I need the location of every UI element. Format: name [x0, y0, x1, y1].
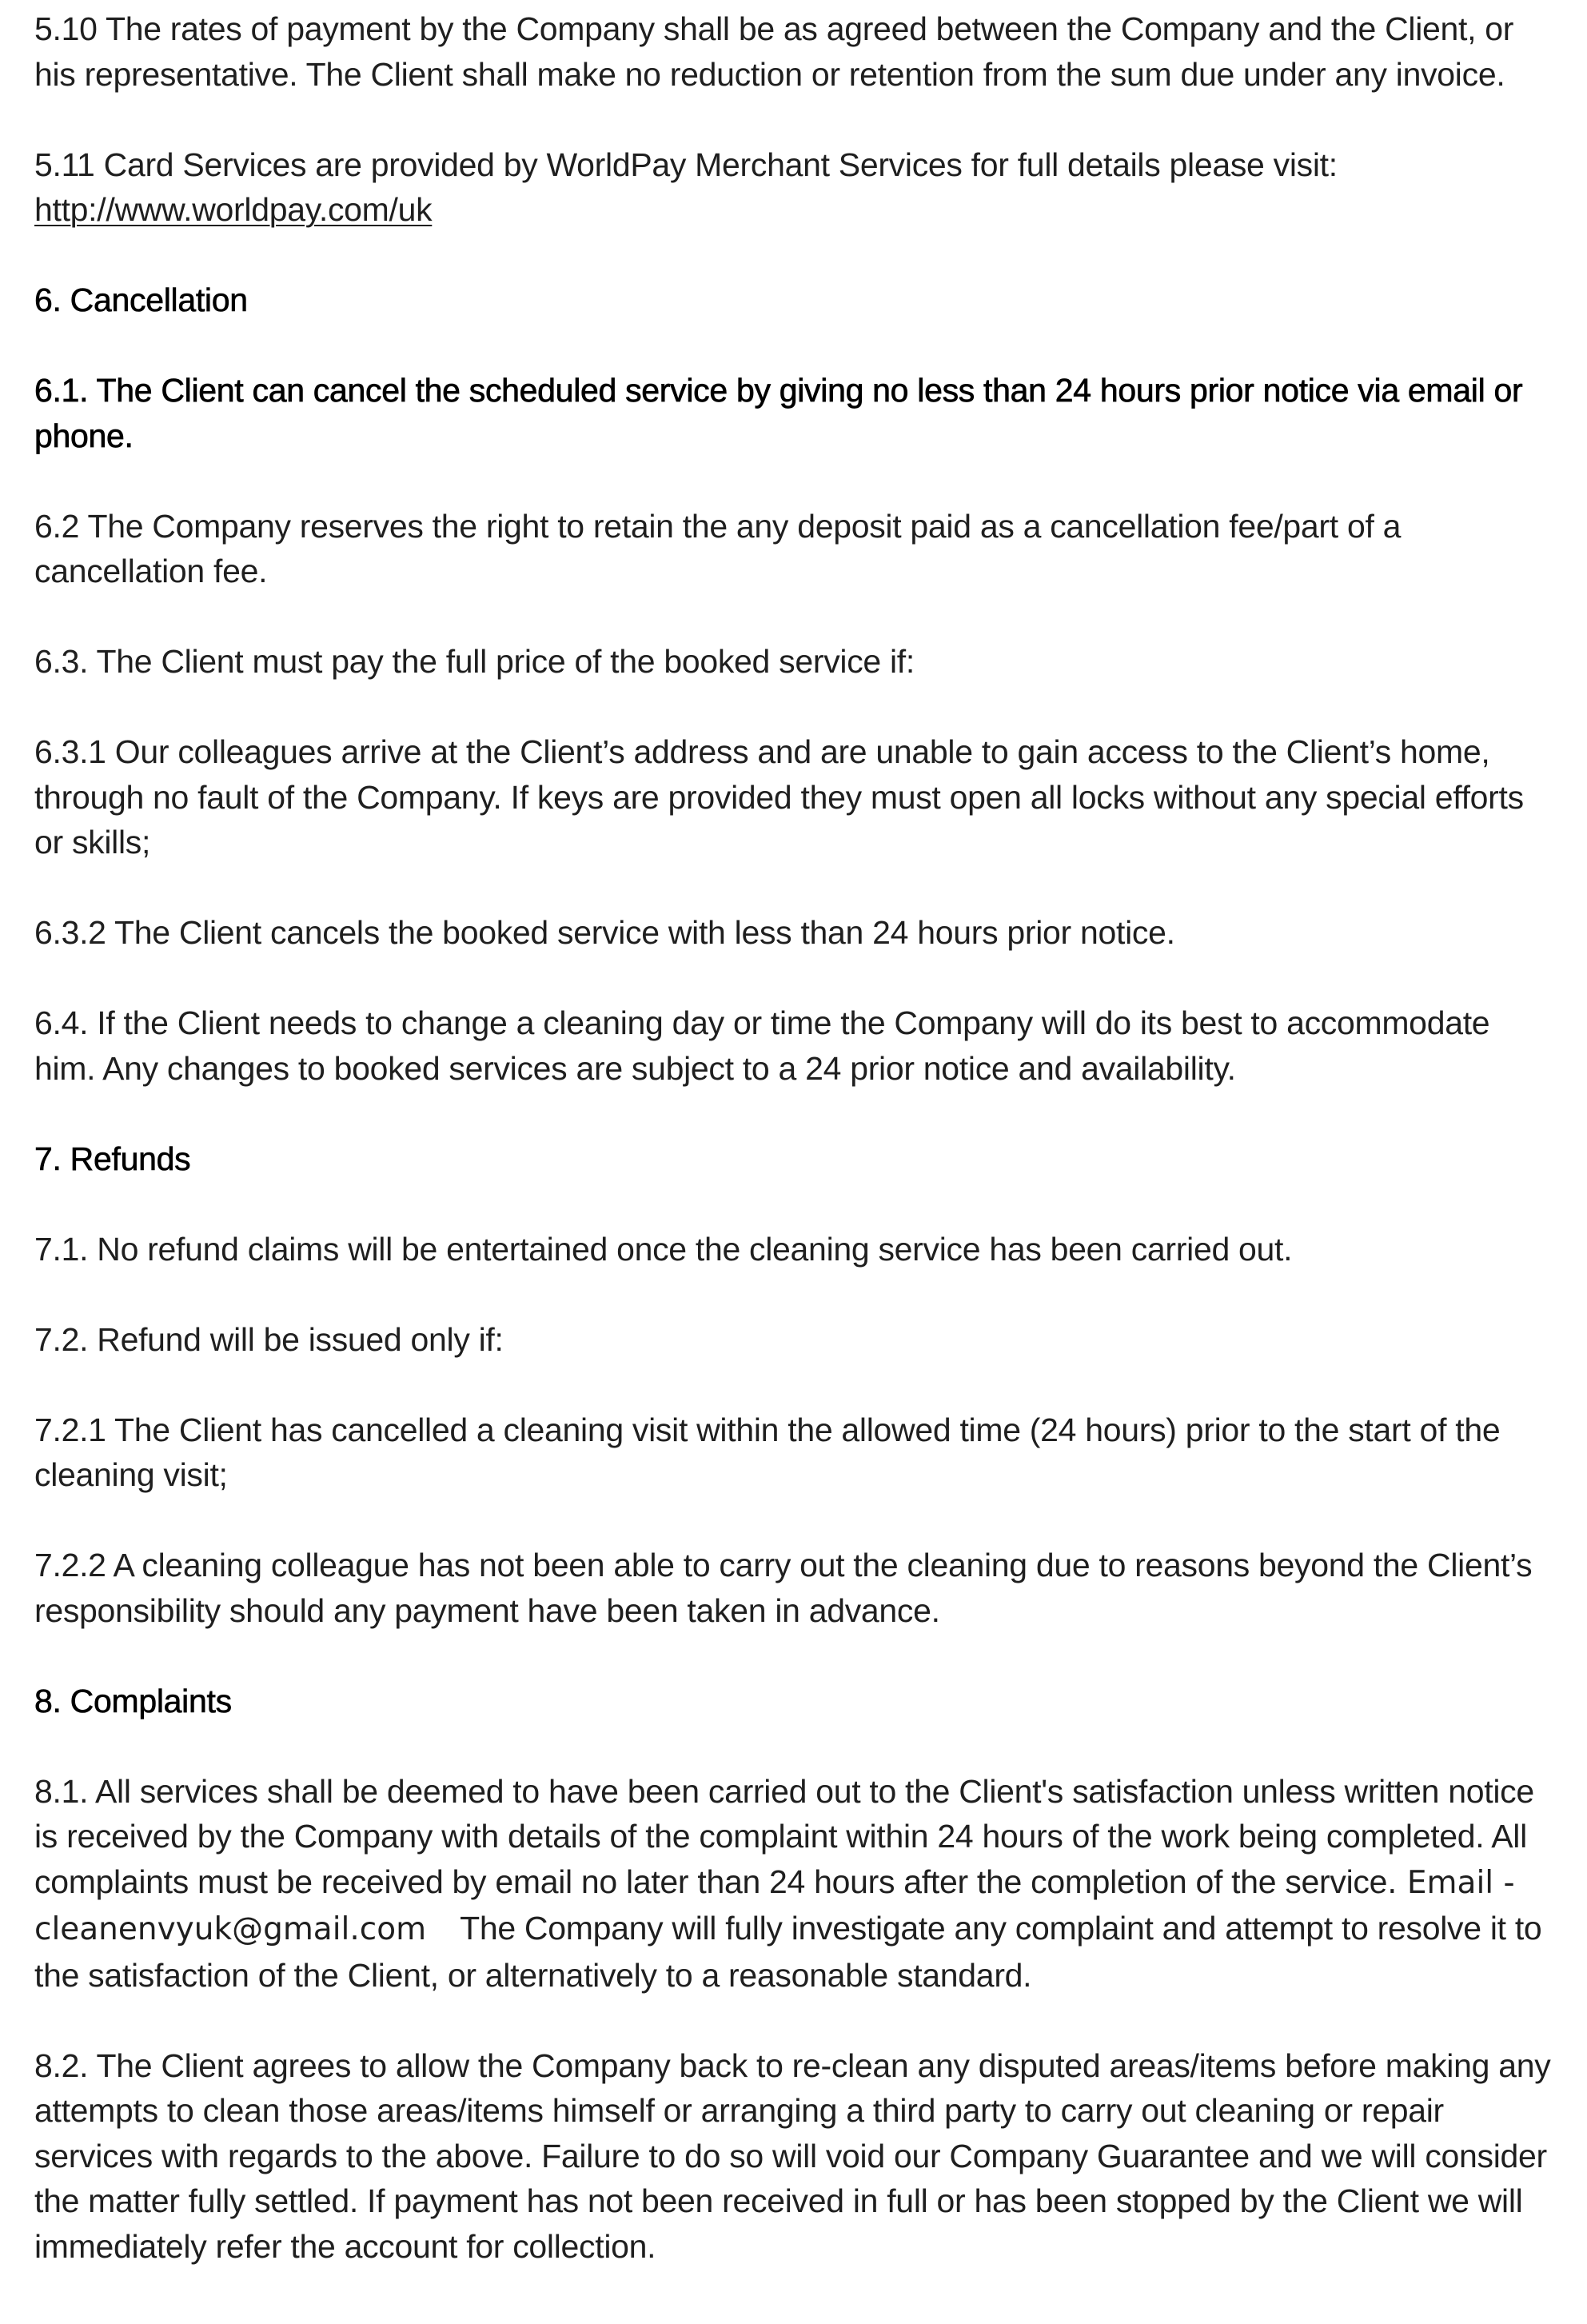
- section-heading-cancellation: 6. Cancellation: [34, 282, 248, 318]
- clause-6-3: 6.3. The Client must pay the full price of the booked service if:: [34, 643, 915, 680]
- clause-8-1-text: 8.1. All services shall be deemed to have been carried out to the Client's satisfaction unless written notice is received by the Company with details of the complaint within 24 hours of the work being completed. All complaints must be received by email no later than 24 hours after the completion of the service: [34, 1772, 1534, 1900]
- clause-7-2: 7.2. Refund will be issued only if:: [34, 1320, 504, 1358]
- clause-8-1-text-continued: The Company will fully investigate any complaint and attempt to resolve it to the satisfaction of the Client, or alternatively to a reasonable standard.: [34, 1910, 1542, 1994]
- worldpay-link[interactable]: http://www.worldpay.com/uk: [34, 191, 433, 228]
- clause-5-10: 5.10 The rates of payment by the Company shall be as agreed between the Company and the Client, or his representative. The Client shall make no reduction or retention from the sum due under any invoice.: [34, 10, 1514, 93]
- clause-5-11-text: 5.11 Card Services are provided by WorldPay Merchant Services for full details please visit:: [34, 146, 1338, 183]
- clause-6-3-2: 6.3.2 The Client cancels the booked service with less than 24 hours prior notice.: [34, 914, 1175, 951]
- clause-7-2-1: 7.2.1 The Client has cancelled a cleaning visit within the allowed time (24 hours) prior to the start of the cleaning visit;: [34, 1411, 1501, 1493]
- clause-7-2-2: 7.2.2 A cleaning colleague has not been able to carry out the cleaning due to reasons beyond the Client’s responsibility should any payment have been taken in advance.: [34, 1547, 1533, 1629]
- clause-6-1: 6.1. The Client can cancel the scheduled service by giving no less than 24 hours prior notice via email or phone.: [34, 372, 1523, 454]
- email-label: . Email -: [1387, 1864, 1515, 1901]
- section-heading-complaints: 8. Complaints: [34, 1682, 232, 1719]
- clause-7-1: 7.1. No refund claims will be entertained once the cleaning service has been carried out.: [34, 1230, 1293, 1268]
- clause-6-2: 6.2 The Company reserves the right to retain the any deposit paid as a cancellation fee/part of a cancellation fee.: [34, 507, 1402, 589]
- clause-6-3-1: 6.3.1 Our colleagues arrive at the Client’s address and are unable to gain access to the Client’s home, through no fault of the Company. If keys are provided they must open all locks without any special efforts or skills;: [34, 733, 1524, 861]
- clause-8-1: [34, 1769, 1553, 1999]
- clause-6-4: 6.4. If the Client needs to change a cleaning day or time the Company will do its best to accommodate him. Any changes to booked services are subject to a 24 prior notice and availability.: [34, 1004, 1490, 1087]
- clause-5-11: [34, 142, 1553, 233]
- section-heading-refunds: 7. Refunds: [34, 1140, 191, 1177]
- clause-8-2: 8.2. The Client agrees to allow the Company back to re-clean any disputed areas/items before making any attempts to clean those areas/items himself or arranging a third party to carry out cleaning or repair services with regards to the above. Failure to do so will void our Company Guarantee and we will consider the matter fully settled. If payment has not been received in full or has been stopped by the Client we will immediately refer the account for collection.: [34, 2046, 1551, 2265]
- complaints-email-link[interactable]: cleanenvyuk@gmail.com: [34, 1911, 427, 1947]
- terms-document: [34, 6, 1553, 2314]
